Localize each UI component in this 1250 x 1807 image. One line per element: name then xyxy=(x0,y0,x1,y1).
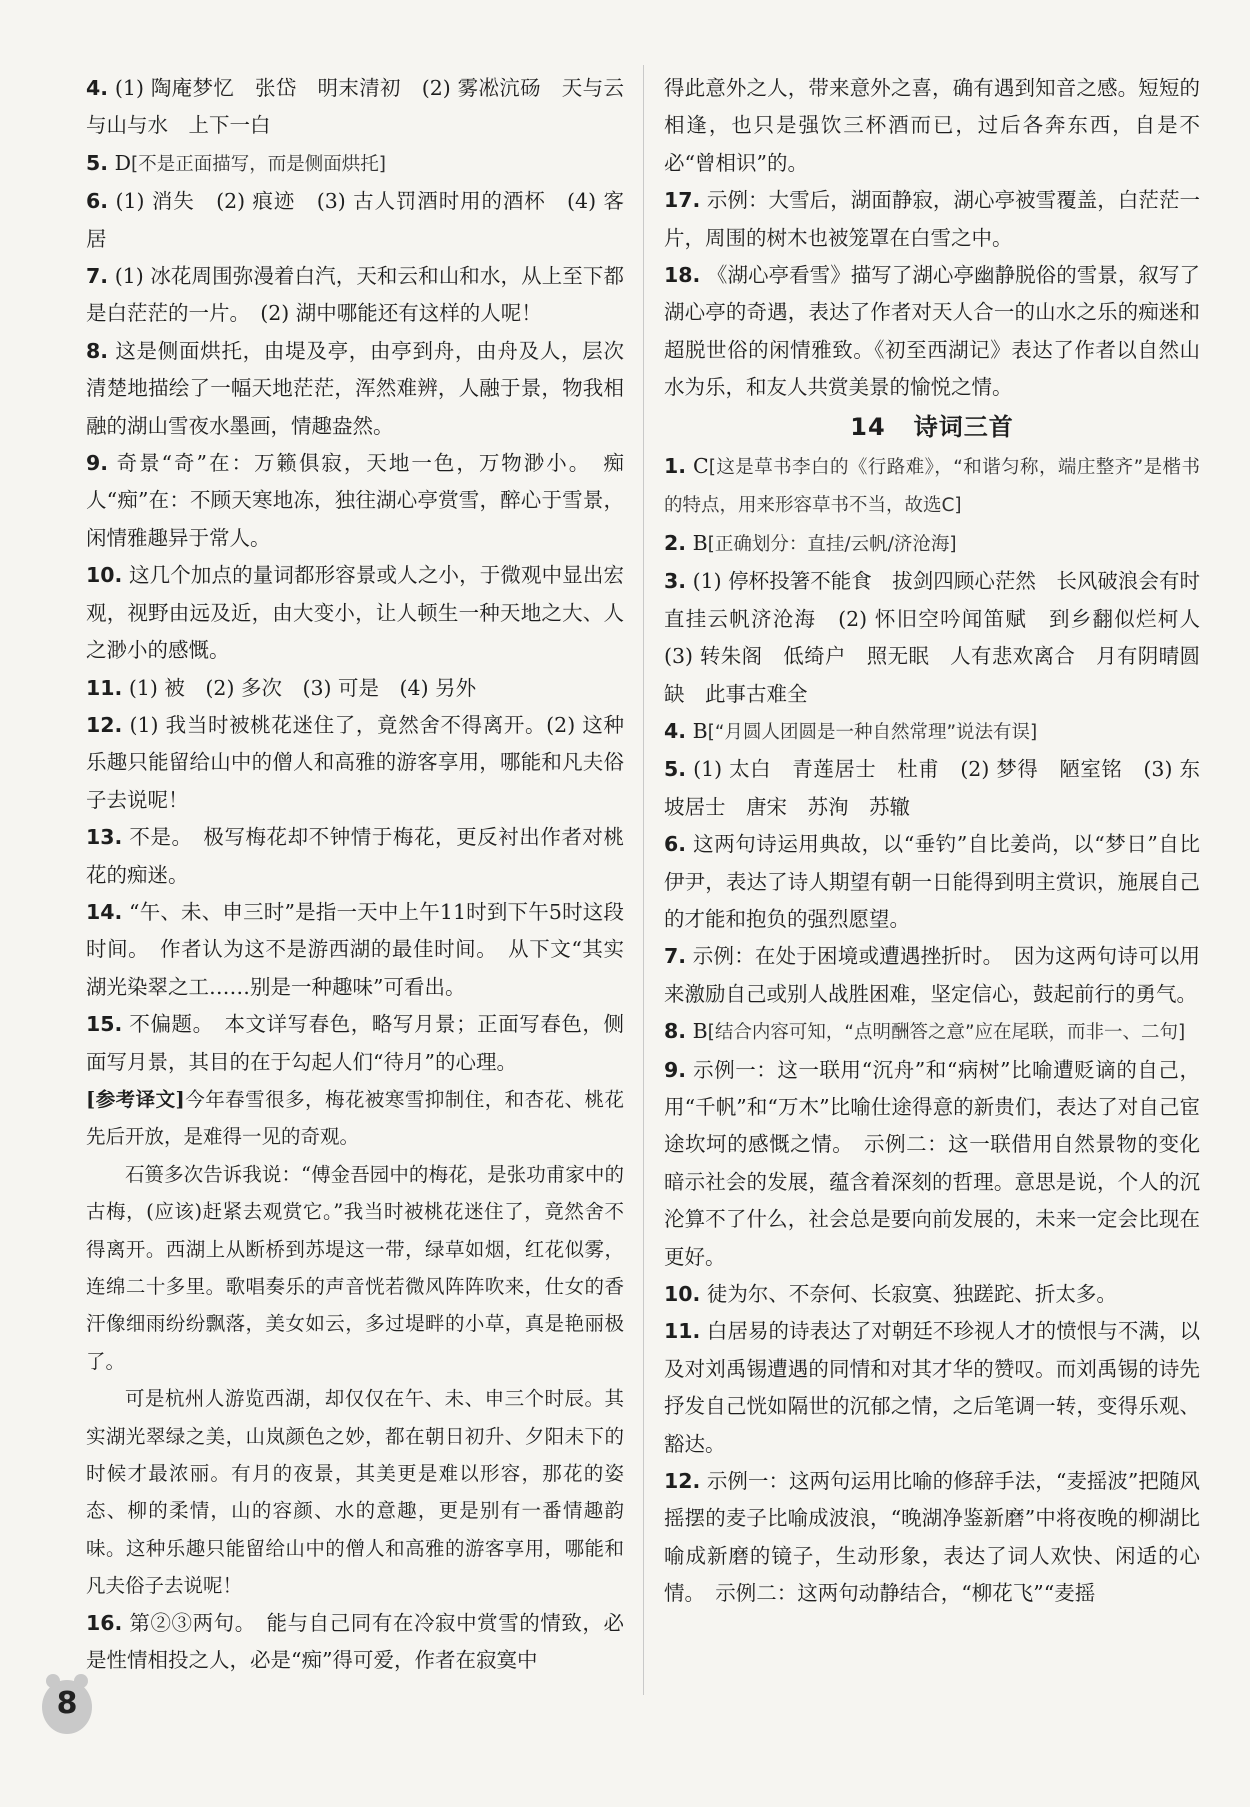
item-number: 8. xyxy=(664,1019,687,1044)
answer-item xyxy=(664,1313,1200,1463)
translation-paragraph: 石篑多次告诉我说：“傅金吾园中的梅花，是张功甫家中的古梅，(应该)赶紧去观赏它。”我当时被桃花迷住了，竟然舍不得离开。西湖上从断桥到苏堤这一带，绿草如烟，红花似雾，连绵二十多里。歌唱奏乐的声音恍若微风阵阵吹来，仕女的香汗像细雨纷纷飘落，美女如云，多过堤畔的小草，真是艳丽极了。 xyxy=(86,1162,624,1373)
item-note: [结合内容可知，“点明酬答之意”应在尾联，而非一、二句] xyxy=(707,1022,1186,1044)
translation-label: [参考译文] xyxy=(86,1087,185,1111)
item-number: 7. xyxy=(86,264,109,289)
item-text: B xyxy=(692,718,708,743)
item-text: 不偏题。 本文详写春色，略写月景；正面写春色，侧面写月景，其目的在于勾起人们“待月”的心理。 xyxy=(86,1012,624,1074)
left-column xyxy=(86,70,624,1679)
item-text: 第②③两句。 能与自己同有在冷寂中赏雪的情致，必是性情相投之人，必是“痴”得可爱，作者在寂寞中 xyxy=(86,1610,624,1673)
item-number: 9. xyxy=(664,1057,687,1082)
item-text: 这两句诗运用典故，以“垂钓”自比姜尚，以“梦日”自比伊尹，表达了诗人期望有朝一日能得到明主赏识，施展自己的才能和抱负的强烈愿望。 xyxy=(664,832,1200,931)
answer-item xyxy=(86,70,624,145)
item-number: 14. xyxy=(86,899,123,924)
item-text: (1) 我当时被桃花迷住了，竟然舍不得离开。(2) 这种乐趣只能留给山中的僧人和高雅的游客享用，哪能和凡夫俗子去说呢！ xyxy=(86,712,624,812)
page-number-badge xyxy=(42,1680,92,1734)
answer-item xyxy=(664,1276,1200,1313)
item-text: 示例：大雪后，湖面静寂，湖心亭被雪覆盖，白茫茫一片，周围的树木也被笼罩在白雪之中。 xyxy=(664,188,1200,250)
item-text: 这是侧面烘托，由堤及亭，由亭到舟，由舟及人，层次清楚地描绘了一幅天地茫茫，浑然难辨，人融于景，物我相融的湖山雪夜水墨画，情趣盎然。 xyxy=(86,338,624,438)
item-number: 15. xyxy=(86,1012,123,1037)
item-number: 13. xyxy=(86,825,123,850)
item-number: 6. xyxy=(664,832,687,857)
item-number: 11. xyxy=(86,675,123,700)
answer-item xyxy=(86,333,624,445)
item-text: (1) 冰花周围弥漫着白汽，天和云和山和水，从上至下都是白茫茫的一片。 (2) 湖中哪能还有这样的人呢！ xyxy=(86,264,624,326)
item-text: B xyxy=(692,530,708,555)
item-text: 得此意外之人，带来意外之喜，确有遇到知音之感。短短的相逢，也只是强饮三杯酒而已，过后各奔东西，自是不必“曾相识”的。 xyxy=(664,76,1200,175)
page-number: 8 xyxy=(56,1686,78,1721)
answer-item xyxy=(86,445,624,557)
item-number: 8. xyxy=(86,338,109,363)
item-text: 示例一：这一联用“沉舟”和“病树”比喻遭贬谪的自己，用“千帆”和“万木”比喻仕途得意的新贵们，表达了对自己宦途坎坷的感慨之情。 示例二：这一联借用自然景物的变化暗示社会的发展，蕴含着深刻的哲理。意思是说，个人的沉沦算不了什么，社会总是要向前发展的，未来一定会比现在更好。 xyxy=(664,1057,1200,1269)
item-number: 7. xyxy=(664,944,687,969)
item-number: 12. xyxy=(664,1469,701,1494)
answer-item xyxy=(664,713,1200,751)
answer-item xyxy=(664,1052,1200,1276)
right-items-before-list xyxy=(664,70,1200,407)
item-number: 6. xyxy=(86,189,109,214)
item-text: 示例一：这两句运用比喻的修辞手法，“麦摇波”把随风摇摆的麦子比喻成波浪，“晚湖净鉴新磨”中将夜晚的柳湖比喻成新磨的镜子，生动形象，表达了词人欢快、闲适的心情。 示例二：这两句动静结合，“柳花飞”“麦摇 xyxy=(664,1469,1200,1606)
right-items-list xyxy=(664,448,1221,1613)
section-title: 诗词三首 xyxy=(913,412,1014,441)
column-divider xyxy=(643,65,644,1695)
answer-item xyxy=(664,525,1200,563)
translation-paragraph: 今年春雪很多，梅花被寒雪抑制住，和杏花、桃花先后开放，是难得一见的奇观。 xyxy=(86,1087,624,1149)
answer-item xyxy=(664,751,1200,826)
item-number: 3. xyxy=(664,569,687,594)
item-text: (1) 太白 青莲居士 杜甫 (2) 梦得 陋室铭 (3) 东坡居士 唐宋 苏洵 苏辙 xyxy=(664,757,1200,819)
answer-item xyxy=(86,1605,624,1680)
item-text: 白居易的诗表达了对朝廷不珍视人才的愤恨与不满，以及对刘禹锡遭遇的同情和对其才华的赞叹。而刘禹锡的诗先抒发自己恍如隔世的沉郁之情，之后笔调一转，变得乐观、豁达。 xyxy=(664,1319,1200,1456)
answer-item xyxy=(664,257,1200,407)
item-text: C xyxy=(693,454,709,479)
right-column xyxy=(664,70,1221,1613)
item-text: “午、未、申三时”是指一天中上午11时到下午5时这段时间。 作者认为这不是游西湖的最佳时间。 从下文“其实湖光染翠之工……别是一种趣味”可看出。 xyxy=(86,899,624,999)
item-note: [不是正面描写，而是侧面烘托] xyxy=(131,153,386,175)
answer-item xyxy=(86,819,624,894)
item-text: 不是。 极写梅花却不钟情于梅花，更反衬出作者对桃花的痴迷。 xyxy=(86,825,624,887)
section-heading xyxy=(664,409,1200,446)
answer-item xyxy=(664,448,1200,525)
answer-item xyxy=(664,826,1200,938)
item-text: (1) 陶庵梦忆 张岱 明末清初 (2) 雾凇沆砀 天与云与山与水 上下一白 xyxy=(86,76,624,138)
answer-item xyxy=(664,938,1200,1013)
item-text: 这几个加点的量词都形容景或人之小，于微观中显出宏观，视野由远及近，由大变小，让人顿生一种天地之大、人之渺小的感慨。 xyxy=(86,563,624,663)
answer-item xyxy=(86,1006,624,1081)
answer-item xyxy=(86,183,624,258)
answer-item xyxy=(664,1013,1200,1051)
item-number: 4. xyxy=(664,718,687,743)
left-items-after-list xyxy=(86,1605,624,1680)
item-text: 奇景“奇”在：万籁俱寂，天地一色，万物渺小。 痴人“痴”在：不顾天寒地冻，独往湖心亭赏雪，醉心于雪景，闲情雅趣异于常人。 xyxy=(86,451,624,550)
item-text: D xyxy=(114,150,132,175)
item-number: 10. xyxy=(86,563,123,588)
item-text: 徒为尔、不奈何、长寂寞、独蹉跎、折太多。 xyxy=(706,1282,1117,1306)
item-number: 5. xyxy=(86,150,109,175)
item-number: 4. xyxy=(86,76,109,100)
item-number: 5. xyxy=(664,757,687,782)
item-number: 2. xyxy=(664,530,687,555)
item-note: [“月圆人团圆是一种自然常理”说法有误] xyxy=(707,721,1038,743)
answer-item xyxy=(664,182,1200,257)
answer-item xyxy=(664,1463,1200,1613)
item-text: B xyxy=(692,1019,708,1044)
answer-item xyxy=(664,70,1200,182)
item-number: 1. xyxy=(664,454,687,479)
item-number: 10. xyxy=(664,1282,701,1306)
item-text: (1) 停杯投箸不能食 拔剑四顾心茫然 长风破浪会有时 直挂云帆济沧海 (2) 怀旧空吟闻笛赋 到乡翻似烂柯人 (3) 转朱阁 低绮户 照无眠 人有悲欢离合 月有阴晴圆缺 此事古难全 xyxy=(664,569,1221,706)
item-text: 示例：在处于困境或遭遇挫折时。 因为这两句诗可以用来激励自己或别人战胜困难，坚定信心，鼓起前行的勇气。 xyxy=(664,944,1200,1006)
answer-item xyxy=(86,557,624,669)
item-text: 《湖心亭看雪》描写了湖心亭幽静脱俗的雪景，叙写了湖心亭的奇遇，表达了作者对天人合一的山水之乐的痴迷和超脱世俗的闲情雅致。《初至西湖记》表达了作者以自然山水为乐，和友人共赏美景的愉悦之情。 xyxy=(664,263,1200,400)
answer-item xyxy=(86,707,624,819)
section-number: 14 xyxy=(850,412,886,441)
answer-item xyxy=(86,894,624,1006)
item-number: 18. xyxy=(664,263,701,288)
item-number: 9. xyxy=(86,451,109,476)
translation-block xyxy=(86,1081,624,1156)
item-note: [正确划分：直挂/云帆/济沧海] xyxy=(707,533,957,555)
item-text: (1) 消失 (2) 痕迹 (3) 古人罚酒时用的酒杯 (4) 客居 xyxy=(86,189,624,251)
answer-item xyxy=(86,670,624,707)
item-note: [这是草书李白的《行路难》，“和谐匀称，端庄整齐”是楷书的特点，用来形容草书不当，故选C] xyxy=(664,457,1200,517)
answer-item xyxy=(86,258,624,333)
answer-item xyxy=(664,563,1221,713)
item-number: 12. xyxy=(86,712,123,737)
item-number: 16. xyxy=(86,1610,123,1635)
left-items-list xyxy=(86,70,624,1081)
answer-item xyxy=(86,145,624,183)
item-number: 17. xyxy=(664,188,701,213)
item-text: (1) 被 (2) 多次 (3) 可是 (4) 另外 xyxy=(128,675,477,700)
translation-paragraph: 可是杭州人游览西湖，却仅仅在午、未、申三个时辰。其实湖光翠绿之美，山岚颜色之妙，都在朝日初升、夕阳未下的时候才最浓丽。有月的夜景，其美更是难以形容，那花的姿态、柳的柔情，山的容颜、水的意趣，更是别有一番情趣韵味。这种乐趣只能留给山中的僧人和高雅的游客享用，哪能和凡夫俗子去说呢！ xyxy=(86,1387,624,1598)
item-number: 11. xyxy=(664,1319,701,1344)
